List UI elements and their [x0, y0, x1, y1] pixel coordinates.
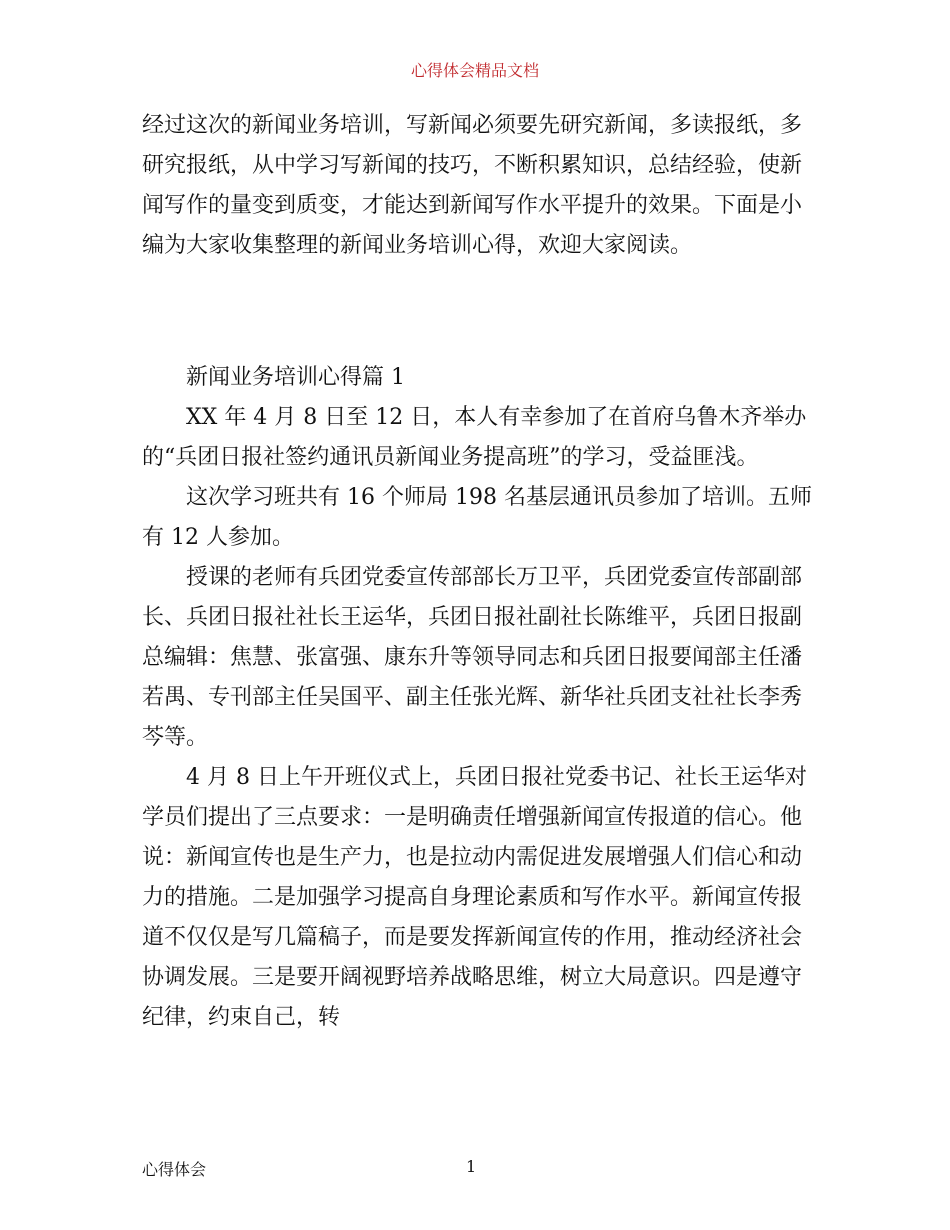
intro-block — [142, 106, 814, 266]
page-number: 1 — [466, 1157, 477, 1176]
intro-paragraph: 经过这次的新闻业务培训，写新闻必须要先研究新闻，多读报纸，多研究报纸，从中学习写新闻的技巧，不断积累知识，总结经验，使新闻写作的量变到质变，才能达到新闻写作水平提升的效果。下面是小编为大家收集整理的新闻业务培训心得，欢迎大家阅读。 — [142, 113, 803, 258]
paragraph-4: 4 月 8 日上午开班仪式上，兵团日报社党委书记、社长王运华对学员们提出了三点要求：一是明确责任增强新闻宣传报道的信心。他说：新闻宣传也是生产力，也是拉动内需促进发展增强人们信心和动力的措施。二是加强学习提高自身理论素质和写作水平。新闻宣传报道不仅仅是写几篇稿子，而是要发挥新闻宣传的作用，推动经济社会协调发展。三是要开阔视野培养战略思维，树立大局意识。四是遵守纪律，约束自己，转 — [142, 765, 807, 1030]
paragraph-3: 授课的老师有兵团党委宣传部部长万卫平，兵团党委宣传部副部长、兵团日报社社长王运华，兵团日报社副社长陈维平，兵团日报副总编辑：焦慧、张富强、康东升等领导同志和兵团日报要闻部主任潘若禺、专刊部主任吴国平、副主任张光辉、新华社兵团支社社长李秀芩等。 — [142, 565, 803, 750]
paragraph-2: 这次学习班共有 16 个师局 198 名基层通讯员参加了培训。五师有 12 人参加。 — [142, 485, 812, 550]
section-1 — [142, 358, 814, 1038]
paragraph-1: XX 年 4 月 8 日至 12 日，本人有幸参加了在首府乌鲁木齐举办的“兵团日报社签约通讯员新闻业务提高班”的学习，受益匪浅。 — [142, 405, 807, 470]
footer-label: 心得体会 — [142, 1160, 207, 1179]
page-header-title: 心得体会精品文档 — [410, 61, 539, 80]
section-heading: 新闻业务培训心得篇 1 — [186, 365, 405, 390]
